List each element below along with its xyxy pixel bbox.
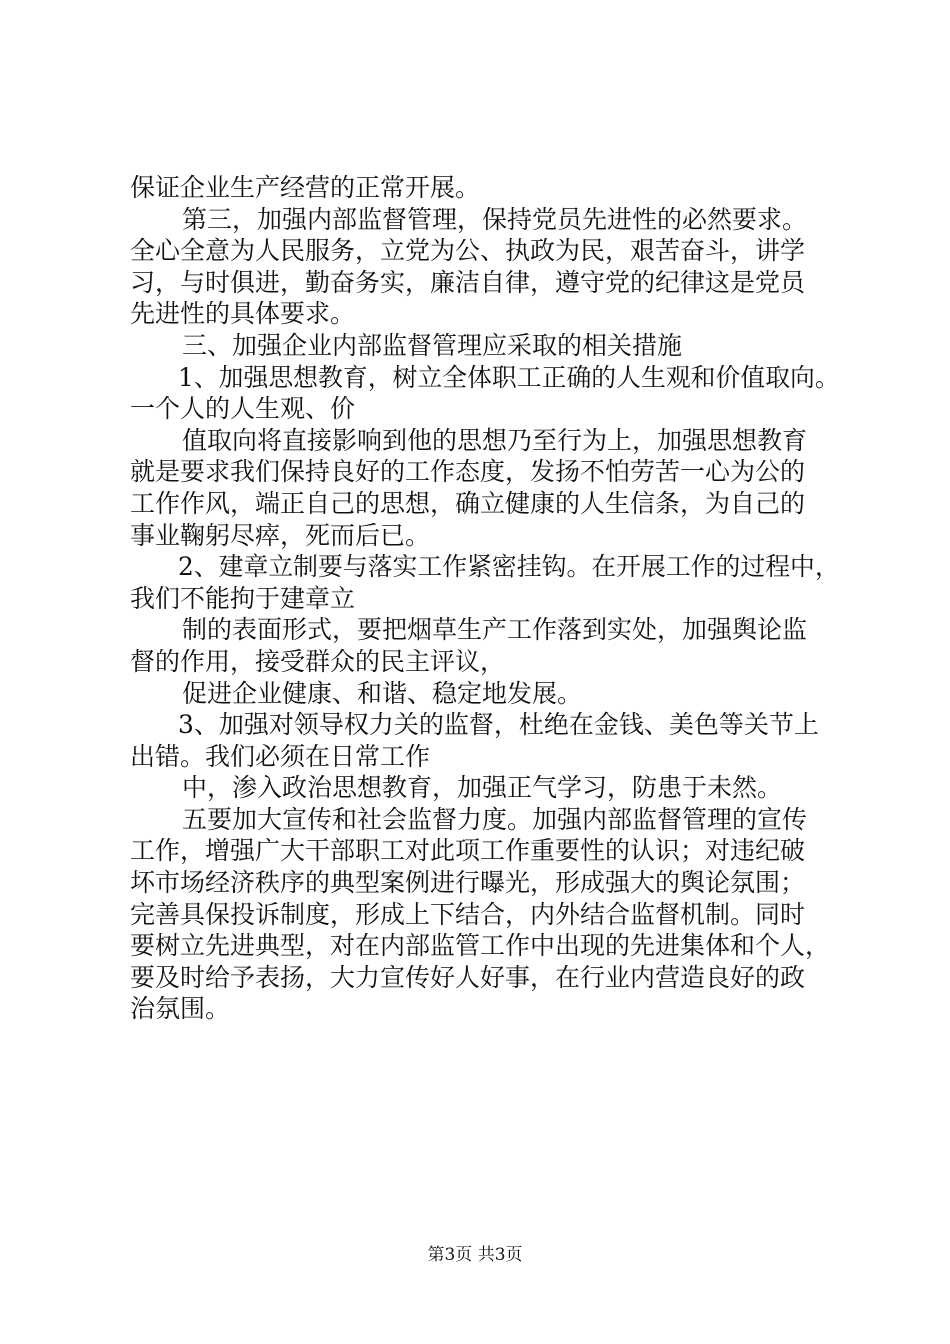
- document-body: [130, 172, 840, 1025]
- text-line: 五要加大宣传和社会监督力度。加强内部监督管理的宣传: [182, 804, 808, 834]
- text-line: 制的表面形式，要把烟草生产工作落到实处，加强舆论监: [182, 615, 808, 645]
- text-line: 一个人的人生观、价: [130, 394, 356, 424]
- text-line: 治氛围。: [130, 994, 231, 1024]
- text-line: 习，与时俱进，勤奋务实，廉洁自律，遵守党的纪律这是党员: [130, 267, 806, 297]
- text-line: 工作作风，端正自己的思想，确立健康的人生信条，为自己的: [130, 488, 806, 518]
- text-line: 工作，增强广大干部职工对此项工作重要性的认识；对违纪破: [130, 836, 806, 866]
- text-line: 完善具保投诉制度，形成上下结合，内外结合监督机制。同时: [130, 899, 806, 929]
- text-line: 先进性的具体要求。: [130, 299, 356, 329]
- text-line: 要及时给予表扬，大力宣传好人好事，在行业内营造良好的政: [130, 962, 806, 992]
- text-line: 保证企业生产经营的正常开展。: [130, 173, 481, 202]
- text-line: 坏市场经济秩序的典型案例进行曝光，形成强大的舆论氛围；: [130, 868, 806, 898]
- text-line: 就是要求我们保持良好的工作态度，发扬不怕劳苦一心为公的: [130, 457, 806, 487]
- text-line: 中，渗入政治思想教育，加强正气学习，防患于未然。: [182, 773, 783, 803]
- text-line: 促进企业健康、和谐、稳定地发展。: [182, 678, 583, 708]
- text-line: 出错。我们必须在日常工作: [130, 741, 431, 771]
- text-line: 事业鞠躬尽瘁，死而后已。: [130, 520, 431, 550]
- text-line: 第三，加强内部监督管理，保持党员先进性的必然要求。: [182, 204, 808, 234]
- text-line: 三、加强企业内部监督管理应采取的相关措施: [182, 330, 683, 360]
- text-line: 要树立先进典型，对在内部监管工作中出现的先进集体和个人，: [130, 931, 831, 961]
- text-line: 1、加强思想教育，树立全体职工正确的人生观和价值取向。: [178, 362, 840, 392]
- text-line: 值取向将直接影响到他的思想乃至行为上，加强思想教育: [182, 425, 808, 455]
- page-footer: 第3页 共3页: [427, 1245, 523, 1265]
- text-line: 全心全意为人民服务，立党为公、执政为民，艰苦奋斗，讲学: [130, 236, 806, 266]
- text-line: 我们不能拘于建章立: [130, 583, 356, 613]
- text-line: 3、加强对领导权力关的监督，杜绝在金钱、美色等关节上: [178, 710, 819, 740]
- text-line: 督的作用，接受群众的民主评议，: [130, 646, 506, 676]
- text-line: 2、建章立制要与落实工作紧密挂钩。在开展工作的过程中，: [178, 552, 840, 582]
